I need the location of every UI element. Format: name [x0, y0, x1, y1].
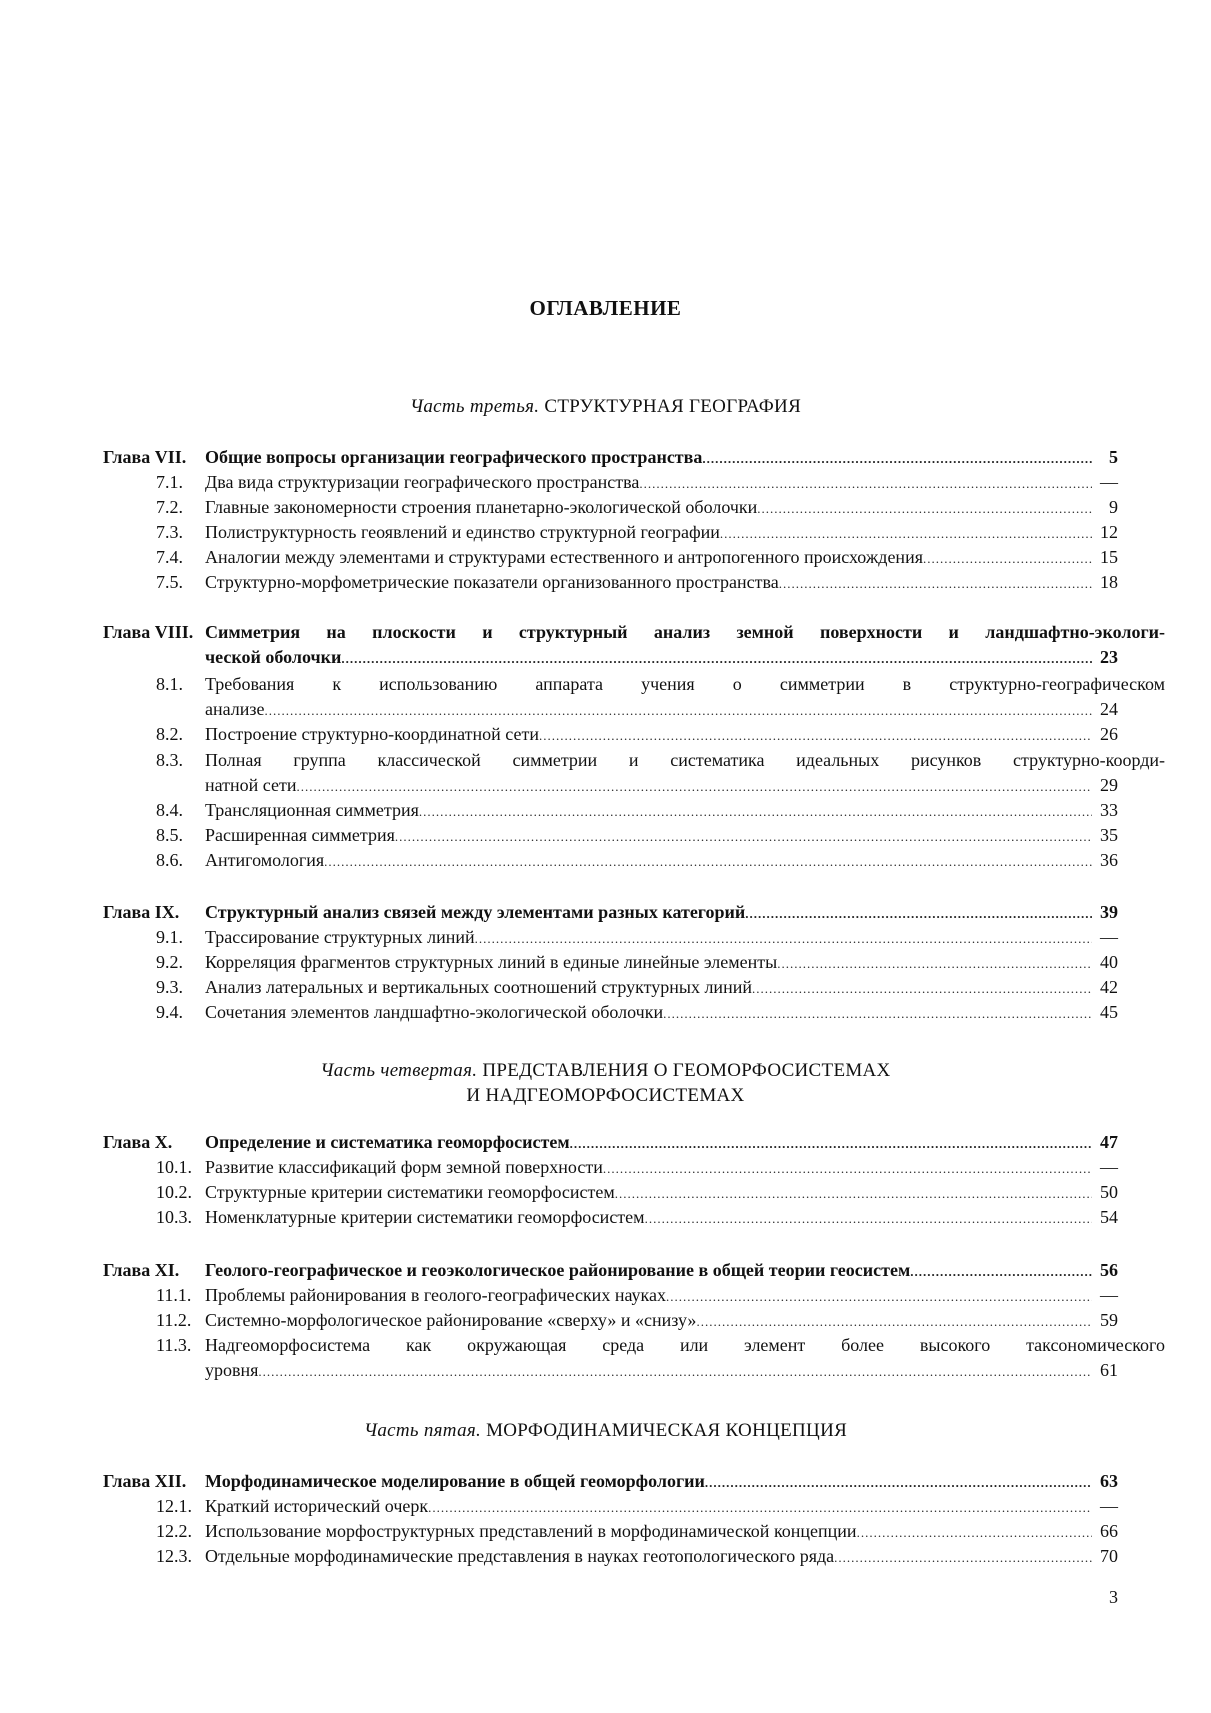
- dot-leader: [645, 1207, 1092, 1231]
- entry-title: натной сети: [205, 775, 297, 795]
- entry-title: Структурные критерии систематики геоморфосистем: [205, 1182, 615, 1202]
- part-heading: [0, 1058, 1211, 1108]
- section-entry[interactable]: [103, 1544, 1118, 1568]
- section-number: 9.1.: [156, 927, 183, 947]
- section-entry[interactable]: [103, 1494, 1118, 1518]
- page-number: 3: [1109, 1587, 1118, 1607]
- entry-title: Краткий исторический очерк: [205, 1496, 429, 1516]
- dot-leader: [258, 1360, 1092, 1384]
- entry-title: Общие вопросы организации географического пространства: [205, 447, 703, 467]
- part-label: Часть третья.: [409, 396, 540, 417]
- entry-title: Симметрия на плоскости и структурный анализ земной поверхности и ландшафтно-экологи-: [205, 622, 1165, 642]
- part-title: МОРФОДИНАМИЧЕСКАЯ КОНЦЕПЦИЯ: [481, 1420, 848, 1441]
- section-entry[interactable]: [103, 495, 1118, 519]
- dot-leader: [570, 1132, 1092, 1156]
- section-entry[interactable]: [103, 823, 1118, 847]
- page-ref: 42: [1100, 977, 1118, 997]
- section-entry[interactable]: [103, 545, 1118, 569]
- page-ref: 15: [1100, 547, 1118, 567]
- section-entry[interactable]: [103, 1333, 1165, 1357]
- dot-leader: [923, 547, 1092, 571]
- part-label: Часть пятая.: [363, 1420, 482, 1441]
- section-entry[interactable]: [103, 1308, 1118, 1332]
- part-title: ПРЕДСТАВЛЕНИЯ О ГЕОМОРФОСИСТЕМАХ: [477, 1060, 891, 1081]
- section-entry[interactable]: [103, 570, 1118, 594]
- entry-title: Номенклатурные критерии систематики геоморфосистем: [205, 1207, 645, 1227]
- section-entry[interactable]: [103, 470, 1118, 494]
- dot-leader: [910, 1260, 1092, 1284]
- page-ref: 50: [1100, 1182, 1118, 1202]
- entry-title: Построение структурно-координатной сети: [205, 724, 539, 744]
- dot-leader: [745, 902, 1092, 926]
- chapter-label: Глава VIII.: [103, 622, 194, 642]
- section-number: 9.3.: [156, 977, 183, 997]
- section-number: 11.3.: [156, 1335, 192, 1355]
- entry-title: Корреляция фрагментов структурных линий в единые линейные элементы: [205, 952, 778, 972]
- chapter-label: Глава X.: [103, 1132, 173, 1152]
- page-ref: 45: [1100, 1002, 1118, 1022]
- entry-title: Полиструктурность геоявлений и единство структурной географии: [205, 522, 720, 542]
- page-ref: 9: [1109, 497, 1118, 517]
- entry-title: Аналогии между элементами и структурами естественного и антропогенного происхождения: [205, 547, 923, 567]
- chapter-label: Глава XI.: [103, 1260, 180, 1280]
- dot-leader: [419, 800, 1092, 824]
- entry-title: Главные закономерности строения планетарно-экологической оболочки: [205, 497, 758, 517]
- dot-leader: [475, 927, 1092, 951]
- entry-title: Трассирование структурных линий: [205, 927, 475, 947]
- section-number: 10.1.: [156, 1157, 192, 1177]
- page-ref: —: [1100, 927, 1118, 947]
- page-ref: 61: [1100, 1360, 1118, 1380]
- section-number: 8.5.: [156, 825, 183, 845]
- page-ref: 40: [1100, 952, 1118, 972]
- entry-title: Расширенная симметрия: [205, 825, 395, 845]
- entry-title: Антигомология: [205, 850, 325, 870]
- entry-title: Отдельные морфодинамические представления в науках геотопологического ряда: [205, 1546, 835, 1566]
- section-number: 9.2.: [156, 952, 183, 972]
- entry-title: Системно-морфологическое районирование «сверху» и «снизу»: [205, 1310, 697, 1330]
- dot-leader: [324, 850, 1092, 874]
- section-number: 12.2.: [156, 1521, 192, 1541]
- entry-title: Полная группа классической симметрии и систематика идеальных рисунков структурно-коорди-: [205, 750, 1165, 770]
- section-entry[interactable]: [103, 1000, 1118, 1024]
- chapter-entry[interactable]: [103, 445, 1118, 469]
- entry-title: ческой оболочки: [205, 647, 342, 667]
- chapter-entry[interactable]: [103, 1130, 1118, 1154]
- dot-leader: [663, 1002, 1092, 1026]
- entry-title: Использование морфоструктурных представлений в морфодинамической концепции: [205, 1521, 857, 1541]
- dot-leader: [777, 952, 1092, 976]
- section-entry[interactable]: [103, 520, 1118, 544]
- entry-title: Геолого-географическое и геоэкологическое районирование в общей теории геосистем: [205, 1260, 911, 1280]
- entry-title: Надгеоморфосистема как окружающая среда или элемент более высокого таксономического: [205, 1335, 1165, 1355]
- dot-leader: [264, 699, 1092, 723]
- entry-title: Сочетания элементов ландшафтно-экологической оболочки: [205, 1002, 664, 1022]
- section-number: 8.4.: [156, 800, 183, 820]
- dot-leader: [752, 977, 1092, 1001]
- section-entry[interactable]: [103, 798, 1118, 822]
- entry-title: Трансляционная симметрия: [205, 800, 419, 820]
- page-ref: 56: [1100, 1260, 1118, 1280]
- entry-title: Структурный анализ связей между элементами разных категорий: [205, 902, 746, 922]
- part-title-line2: И НАДГЕОМОРФОСИСТЕМАХ: [466, 1085, 745, 1106]
- section-number: 7.2.: [156, 497, 183, 517]
- dot-leader: [696, 1310, 1092, 1334]
- chapter-label: Глава VII.: [103, 447, 187, 467]
- dot-leader: [603, 1157, 1092, 1181]
- dot-leader: [297, 775, 1093, 799]
- chapter-entry[interactable]: [103, 900, 1118, 924]
- section-number: 10.2.: [156, 1182, 192, 1202]
- dot-leader: [639, 472, 1092, 496]
- chapter-entry[interactable]: [103, 1469, 1118, 1493]
- dot-leader: [615, 1182, 1092, 1206]
- section-entry[interactable]: [103, 722, 1118, 746]
- section-entry[interactable]: [103, 975, 1118, 999]
- section-entry[interactable]: [103, 1155, 1118, 1179]
- section-number: 7.5.: [156, 572, 183, 592]
- dot-leader: [395, 825, 1092, 849]
- entry-continuation[interactable]: [103, 645, 1118, 669]
- page-ref: 35: [1100, 825, 1118, 845]
- dot-leader: [834, 1546, 1092, 1570]
- dot-leader: [666, 1285, 1092, 1309]
- dot-leader: [720, 522, 1092, 546]
- page-ref: 54: [1100, 1207, 1118, 1227]
- page-ref: 59: [1100, 1310, 1118, 1330]
- entry-continuation[interactable]: [103, 773, 1118, 797]
- page-ref: 36: [1100, 850, 1118, 870]
- toc-title: ОГЛАВЛЕНИЕ: [529, 296, 682, 320]
- chapter-entry[interactable]: [103, 620, 1165, 644]
- entry-continuation[interactable]: [103, 1358, 1118, 1382]
- chapter-label: Глава XII.: [103, 1471, 187, 1491]
- page-ref: —: [1100, 1496, 1118, 1516]
- section-number: 11.2.: [156, 1310, 192, 1330]
- dot-leader: [857, 1521, 1092, 1545]
- page-ref: 18: [1100, 572, 1118, 592]
- section-number: 11.1.: [156, 1285, 192, 1305]
- entry-title: Анализ латеральных и вертикальных соотношений структурных линий: [205, 977, 752, 997]
- chapter-label: Глава IX.: [103, 902, 180, 922]
- section-number: 9.4.: [156, 1002, 183, 1022]
- page-ref: 33: [1100, 800, 1118, 820]
- entry-title: уровня: [205, 1360, 259, 1380]
- section-entry[interactable]: [103, 848, 1118, 872]
- entry-title: Морфодинамическое моделирование в общей геоморфологии: [205, 1471, 705, 1491]
- section-entry[interactable]: [103, 1205, 1118, 1229]
- chapter-entry[interactable]: [103, 1258, 1118, 1282]
- entry-title: Определение и систематика геоморфосистем: [205, 1132, 570, 1152]
- part-label: Часть четвертая.: [320, 1060, 478, 1081]
- page-ref: 29: [1100, 775, 1118, 795]
- entry-title: Требования к использованию аппарата учения о симметрии в структурно-географическом: [205, 674, 1165, 694]
- dot-leader: [539, 724, 1092, 748]
- dot-leader: [779, 572, 1092, 596]
- section-entry[interactable]: [103, 1180, 1118, 1204]
- page-ref: —: [1100, 1285, 1118, 1305]
- page-ref: 63: [1100, 1471, 1118, 1491]
- dot-leader: [705, 1471, 1092, 1495]
- section-number: 7.1.: [156, 472, 183, 492]
- dot-leader: [428, 1496, 1092, 1520]
- section-entry[interactable]: [103, 1519, 1118, 1543]
- section-entry[interactable]: [103, 950, 1118, 974]
- entry-title: анализе: [205, 699, 265, 719]
- entry-title: Два вида структуризации географического пространства: [205, 472, 640, 492]
- part-heading: [0, 1418, 1211, 1443]
- dot-leader: [702, 447, 1092, 471]
- page-ref: 70: [1100, 1546, 1118, 1566]
- page-ref: 26: [1100, 724, 1118, 744]
- section-number: 8.1.: [156, 674, 183, 694]
- section-number: 8.2.: [156, 724, 183, 744]
- section-entry[interactable]: [103, 672, 1165, 696]
- section-number: 12.1.: [156, 1496, 192, 1516]
- entry-title: Структурно-морфометрические показатели организованного пространства: [205, 572, 779, 592]
- page-ref: 23: [1100, 647, 1118, 667]
- entry-continuation[interactable]: [103, 697, 1118, 721]
- entry-title: Проблемы районирования в геолого-географических науках: [205, 1285, 666, 1305]
- page-ref: 47: [1100, 1132, 1118, 1152]
- page-ref: 39: [1100, 902, 1118, 922]
- page-ref: 24: [1100, 699, 1118, 719]
- section-entry[interactable]: [103, 1283, 1118, 1307]
- section-entry[interactable]: [103, 925, 1118, 949]
- section-number: 8.6.: [156, 850, 183, 870]
- dot-leader: [341, 647, 1092, 671]
- page-ref: —: [1100, 1157, 1118, 1177]
- page-ref: 66: [1100, 1521, 1118, 1541]
- section-number: 10.3.: [156, 1207, 192, 1227]
- part-title: СТРУКТУРНАЯ ГЕОГРАФИЯ: [539, 396, 802, 417]
- entry-title: Развитие классификаций форм земной поверхности: [205, 1157, 603, 1177]
- page-ref: 5: [1109, 447, 1118, 467]
- section-entry[interactable]: [103, 748, 1165, 772]
- section-number: 7.4.: [156, 547, 183, 567]
- section-number: 8.3.: [156, 750, 183, 770]
- section-number: 12.3.: [156, 1546, 192, 1566]
- page-ref: 12: [1100, 522, 1118, 542]
- page-ref: —: [1100, 472, 1118, 492]
- part-heading: [0, 394, 1211, 419]
- dot-leader: [757, 497, 1092, 521]
- section-number: 7.3.: [156, 522, 183, 542]
